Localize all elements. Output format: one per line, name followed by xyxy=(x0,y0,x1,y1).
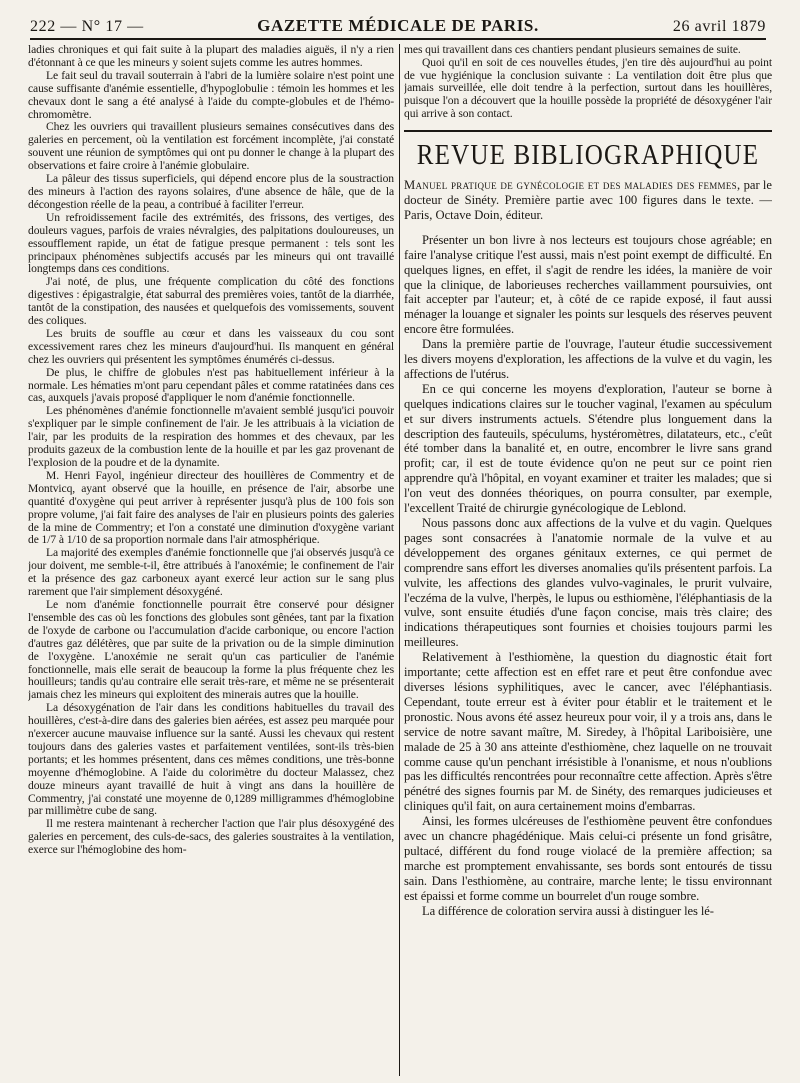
article-paragraph: Le fait seul du travail souterrain à l'abri de la lumière solaire n'est point une cause suffisante d'anémie essentielle, d'hypoglobulie : témoin les hommes et les chevaux dont le sang a été analysé à l'aide du compte-globules et de l'hémo-chromomètre. xyxy=(28,68,394,121)
article-paragraph: Quoi qu'il en soit de ces nouvelles études, j'en tire dès aujourd'hui au point de vue hygiénique la conclusion suivante : La ventilation doit être plus que jamais surveillée, elle doit tendre à la perfection, surtout dans les houillères, puisque l'on a découvert que la houille possède la propriété de désoxygéner l'air qui arrive à son contact. xyxy=(404,55,772,120)
book-reference xyxy=(404,178,772,223)
article-paragraph: Les phénomènes d'anémie fonctionnelle m'avaient semblé jusqu'ici pouvoir s'expliquer par le simple confinement de l'air. Je les attribuais à la viciation de l'air, par les produits de la respiration des hommes et des chevaux, par les produits gazeux de la combustion lente de la houille et par les gaz provenant de l'explosion de la poudre et de la dynamite. xyxy=(28,404,394,469)
issue-date: 26 avril 1879 xyxy=(672,18,766,35)
section-title: REVUE BIBLIOGRAPHIQUE xyxy=(416,139,760,171)
article-paragraph: mes qui travaillent dans ces chantiers pendant plusieurs semaines de suite. xyxy=(404,44,741,56)
article-paragraph: Le nom d'anémie fonctionnelle pourrait être conservé pour désigner l'ensemble des cas où les fonctions des globules sont gênées, tant par la fixation de l'oxyde de carbone ou l'accumulation d'acide carbonique, ou encore l'action d'autres gaz délétères, que par suite de la privation ou de la simple diminution de l'oxygène. L'anoxémie ne serait qu'un cas particulier de l'anémie fonctionnelle, mais elle serait de beaucoup la forme la plus fréquente chez les houilleurs; tandis qu'au contraire elle serait très-rare, et même ne se présenterait jamais chez les mineurs qui exploitent des minerais autres que la houille. xyxy=(28,597,394,702)
publication-title: GAZETTE MÉDICALE DE PARIS. xyxy=(257,16,539,35)
article-paragraph: Chez les ouvriers qui travaillent plusieurs semaines consécutives dans des galeries en percement, où la ventilation est forcément incomplète, j'ai constaté souvent une réunion de symptômes qui ont pu donner le change à la plupart des observations et faire croire à l'anémie globulaire. xyxy=(28,120,394,173)
review-paragraph: La différence de coloration servira aussi à distinguer les lé- xyxy=(422,903,714,918)
article-paragraph: La désoxygénation de l'air dans les conditions habituelles du travail des houillères, c'est-à-dire dans des galeries bien aérées, est assez peu marquée pour n'exercer aucune mauvaise influence sur la santé. Aussi les chevaux qui restent toujours dans des galeries vastes et parfaitement ventilées, sont-ils très-bien portants; et les hommes présentent, dans ces mêmes conditions, une très-bonne moyenne d'hémoglobine. A l'aide du colorimètre du docteur Malassez, chez douze mineurs ayant travaillé de huit à vingt ans dans la houillère de Commentry, j'ai constaté une moyenne de 0,1289 milligrammes d'hémoglobine par millimètre cube de sang. xyxy=(28,701,394,818)
book-details: par le docteur de Sinéty. Première partie avec 100 figures dans le texte. — Paris, Octave Doin, éditeur. xyxy=(404,177,772,222)
article-paragraph: La majorité des exemples d'anémie fonctionnelle que j'ai observés jusqu'à ce jour doivent, me semble-t-il, être attribués à l'anoxémie; le confinement de l'air et la présence des gaz carboneux ayant exercé leur action sur le sang plus rarement que l'air simplement désoxygéné. xyxy=(28,546,394,599)
right-column xyxy=(404,44,772,1074)
page-number: 222 — N° 17 — xyxy=(30,18,144,35)
page-header xyxy=(30,14,766,40)
article-paragraph: M. Henri Fayol, ingénieur directeur des houillères de Commentry et de Montvicq, ayant observé que la houille, en présence de l'air, absorbe une quantité d'oxygène qui peut arriver à représenter jusqu'à plus de 100 fois son propre volume, j'ai fait faire des analyses de l'air en plusieurs points des galeries de la mine de Commentry; et l'on a constaté une diminution d'oxygène variant de 1/7 à 1/10 de sa proportion normale dans l'air atmosphérique. xyxy=(28,468,394,547)
column-rule xyxy=(399,44,400,1076)
review-paragraph: En ce qui concerne les moyens d'exploration, l'auteur se borne à quelques indications claires sur le toucher vaginal, l'examen au spéculum et sur divers instruments actuels. S'étendre plus longuement dans la description des fauteuils, spéculums, hystéromètres, dilatateurs, etc., c'eût été tomber dans la banalité et, en outre, encombrer le livre sans grand profit; car, il est de toute évidence qu'on ne peut sur ce point rien apprendre qu'à l'hôpital, en voyant examiner et traiter les malades; que si l'on veut des données théoriques, on pourra consulter, par exemple, l'excellent Traité de chirurgie gynécologique de Leblond. xyxy=(404,381,772,516)
left-column xyxy=(28,44,394,1074)
article-paragraph: Il me restera maintenant à rechercher l'action que l'air plus désoxygéné des galeries en percement, des culs-de-sacs, des galeries soustraites à la ventilation, exerce sur l'hémoglobine des hom- xyxy=(28,817,394,857)
review-paragraph: Nous passons donc aux affections de la vulve et du vagin. Quelques pages sont consacrées à l'anatomie normale de la vulve et au développement des organes génitaux externes, ce qui permet de comprendre sans effort les diverses anomalies qu'ils présentent parfois. La vulvite, les affections des glandes vulvo-vaginales, le prurit vulvaire, l'eczéma de la vulve, l'herpès, le lupus ou esthiomène, l'éléphantiasis de la vulve, sont ensuite étudiés d'une façon concise, mais très claire; des indications thérapeutiques sont fournies et choisies toujours parmi les meilleures. xyxy=(404,516,772,650)
review-paragraph: Ainsi, les formes ulcéreuses de l'esthiomène peuvent être confondues avec un chancre phagédénique. Mais celui-ci présente un fond grisâtre, pultacé, différent du fond rouge violacé de la première affection; sa marche est promptement envahissante, ses bords sont entourés de tissu sain. Dans l'esthiomène, au contraire, marche lente; le tissu environnant est épaissi et forme comme un bourrelet d'un rouge sombre. xyxy=(404,814,772,903)
review-paragraph: Relativement à l'esthiomène, la question du diagnostic était fort importante; cette affection est en effet rare et peut être confondue avec diverses lésions syphilitiques, avec le cancer, avec l'éléphantiasis. Cependant, toute erreur est à éviter pour établir et le traitement et le pronostic. Nous avons été assez heureux pour voir, il y a trois ans, dans le service de notre savant maître, M. Siredey, à l'hôpital Lariboisière, une malade de 25 à 30 ans atteinte d'esthiomène, chez laquelle on ne trouvait comme cause qu'un penchant irrésistible à l'onanisme, et nous n'oublions pas les difficultés rencontrées pour reconnaître cette affection. Après s'être pénétré des signes fournis par M. de Sinéty, des remarques judicieuses et cliniques qu'il fait, on aura certainement moins d'embarras. xyxy=(404,650,772,814)
article-paragraph: ladies chroniques et qui fait suite à la plupart des maladies aiguës, il n'y a rien d'étonnant à ce que les mineurs y soient sujets comme les autres hommes. xyxy=(28,44,394,69)
review-paragraph: Présenter un bon livre à nos lecteurs est toujours chose agréable; en faire l'analyse critique l'est aussi, mais n'est point exempt de difficulté. En quelques lignes, en effet, il s'agit de rendre les idées, la manière de voir que la clinique, de laborieuses recherches vaillamment poursuivies, ont fait accepter par l'auteur; et, à côté de ce rapide exposé, il faut aussi ménager la louange et signaler les points sur lesquels des réserves peuvent encore être formulées. xyxy=(404,232,772,337)
article-paragraph: Les bruits de souffle au cœur et dans les vaisseaux du cou sont excessivement rares chez les mineurs d'aujourd'hui. Ils manquent en général chez les ouvriers qui présentent les symptômes énumérés ci-dessus. xyxy=(28,326,394,366)
article-paragraph: La pâleur des tissus superficiels, qui dépend encore plus de la soustraction des mineurs à l'action des rayons solaires, d'une absence de hâle, que de la décongestion réelle de la peau, a contribué à faciliter l'erreur. xyxy=(28,172,394,211)
article-paragraph: Un refroidissement facile des extrémités, des frissons, des vertiges, des douleurs vagues, parfois de vraies névralgies, des palpitations douloureuses, un essoufflement rapide, un état de fatigue presque permanent : tels sont les principaux phénomènes subjectifs accusés par les mineurs qui ont travaillé longtemps dans ces conditions. xyxy=(28,210,394,276)
article-paragraph: J'ai noté, de plus, une fréquente complication du côté des fonctions digestives : épigastralgie, état saburral des premières voies, tantôt de la diarrhée, tantôt de la constipation, des nausées et quelquefois des vomissements, souvent des coliques. xyxy=(28,275,394,328)
section-divider xyxy=(404,130,772,132)
article-paragraph: De plus, le chiffre de globules n'est pas habituellement inférieur à la normale. Les hématies m'ont paru cependant pâles et comme ratatinées dans ces cas, auxquels j'avais proposé d'appliquer le nom d'anémie fonctionnelle. xyxy=(28,365,394,405)
review-paragraph: Dans la première partie de l'ouvrage, l'auteur étudie successivement les divers moyens d'exploration, les affections de la vulve et du vagin, les affections de l'utérus. xyxy=(404,337,772,381)
book-title: Manuel pratique de gynécologie et des maladies des femmes, xyxy=(404,177,741,192)
